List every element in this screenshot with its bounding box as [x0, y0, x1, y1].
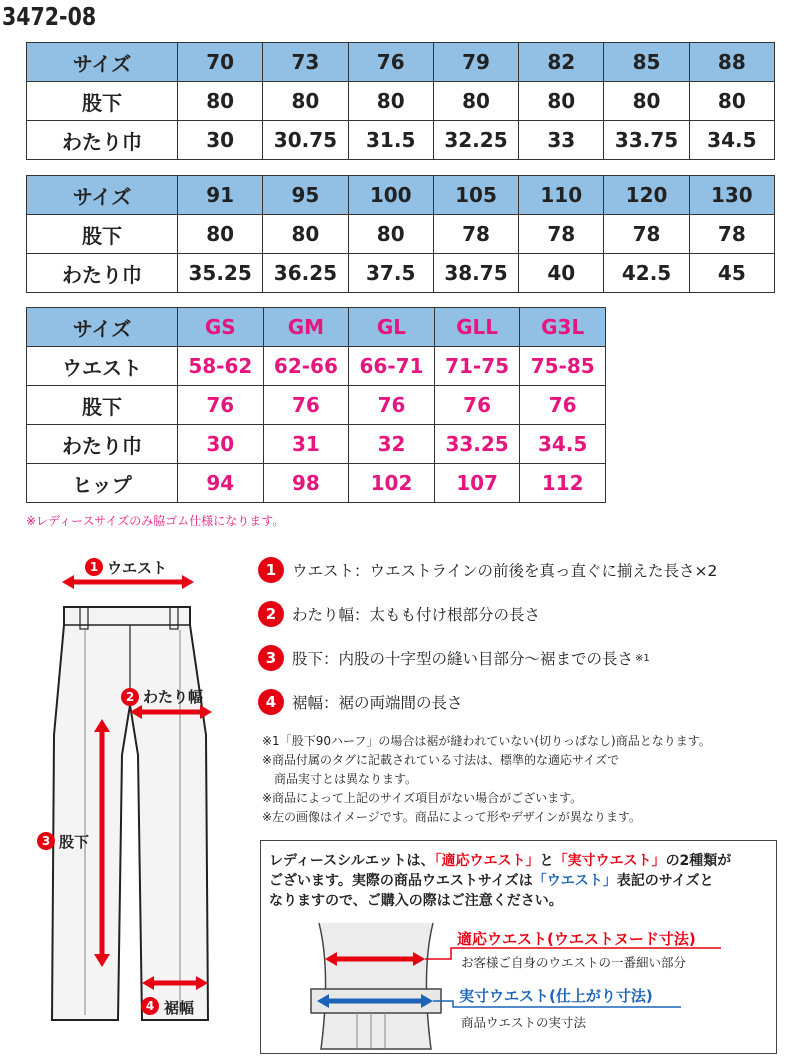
value-cell: 33.25	[434, 425, 520, 464]
value-cell: 36.25	[263, 254, 348, 293]
size-header-cell: 105	[433, 176, 518, 215]
row-label-cell: サイズ	[27, 308, 178, 347]
definition-hem: 4 裾幅：裾の両端間の長さ	[258, 680, 778, 724]
value-cell: 102	[349, 464, 435, 503]
note-line: ※左の画像はイメージです。商品によって形やデザインが異なります。	[262, 810, 641, 824]
value-cell: 78	[519, 215, 604, 254]
row-label-cell: 股下	[27, 82, 178, 121]
row-label-cell: サイズ	[27, 176, 178, 215]
value-cell: 62-66	[263, 347, 349, 386]
value-cell: 98	[263, 464, 349, 503]
definition-waist: 1 ウエスト：ウエストラインの前後を真っ直ぐに揃えた長さ×2	[258, 548, 778, 592]
value-cell: 80	[178, 82, 263, 121]
hem-label: 裾幅	[164, 999, 195, 1017]
row-label-cell: わたり巾	[27, 254, 178, 293]
value-cell: 37.5	[348, 254, 433, 293]
value-cell: 107	[434, 464, 520, 503]
value-cell: 80	[604, 82, 689, 121]
size-table-1	[26, 42, 775, 160]
table-row	[27, 347, 606, 386]
value-cell: 34.5	[520, 425, 606, 464]
actual-waist-title: 実寸ウエスト(仕上がり寸法)	[459, 987, 653, 1005]
value-cell: 78	[689, 215, 774, 254]
inseam-label: 股下	[59, 833, 90, 851]
size-header-cell: G3L	[520, 308, 606, 347]
table-header-row	[27, 308, 606, 347]
value-cell: 31	[263, 425, 349, 464]
size-header-cell: 120	[604, 176, 689, 215]
table-row	[27, 215, 775, 254]
size-header-cell: 85	[604, 43, 689, 82]
value-cell: 40	[519, 254, 604, 293]
value-cell: 112	[520, 464, 606, 503]
value-cell: 42.5	[604, 254, 689, 293]
num-2-text: 2	[125, 690, 135, 704]
size-header-cell: 73	[263, 43, 348, 82]
value-cell: 76	[520, 386, 606, 425]
size-header-cell: 110	[519, 176, 604, 215]
value-cell: 38.75	[433, 254, 518, 293]
size-header-cell: 79	[433, 43, 518, 82]
size-header-cell: 130	[689, 176, 774, 215]
note-line: 商品実寸とは異なります。	[262, 772, 418, 786]
value-cell: 80	[263, 82, 348, 121]
size-header-cell: GS	[178, 308, 264, 347]
row-label-cell: わたり巾	[27, 121, 178, 160]
value-cell: 34.5	[689, 121, 774, 160]
value-cell: 80	[178, 215, 263, 254]
pants-diagram	[30, 555, 250, 1025]
value-cell: 80	[263, 215, 348, 254]
row-label-cell: 股下	[27, 215, 178, 254]
row-label-cell: 股下	[27, 386, 178, 425]
note-line: ※商品によって上記のサイズ項目がない場合がございます。	[262, 791, 583, 805]
value-cell: 76	[263, 386, 349, 425]
value-cell: 78	[433, 215, 518, 254]
row-label-cell: サイズ	[27, 43, 178, 82]
value-cell: 80	[433, 82, 518, 121]
size-header-cell: 76	[348, 43, 433, 82]
product-code: 3472-08	[2, 2, 97, 31]
ladies-note: ※レディースサイズのみ脇ゴム仕様になります。	[26, 514, 285, 528]
table-row	[27, 464, 606, 503]
value-cell: 76	[434, 386, 520, 425]
row-label-cell: わたり巾	[27, 425, 178, 464]
size-header-cell: 88	[689, 43, 774, 82]
actual-waist-desc: 商品ウエストの実寸法	[461, 1015, 587, 1030]
value-cell: 75-85	[520, 347, 606, 386]
value-cell: 32	[349, 425, 435, 464]
value-cell: 32.25	[433, 121, 518, 160]
num-4-text: 4	[145, 999, 155, 1013]
value-cell: 58-62	[178, 347, 264, 386]
fit-waist-title: 適応ウエスト(ウエストヌード寸法)	[457, 930, 696, 948]
value-cell: 30.75	[263, 121, 348, 160]
waist-label: ウエスト	[107, 559, 168, 577]
table-row	[27, 121, 775, 160]
table-row	[27, 254, 775, 293]
value-cell: 66-71	[349, 347, 435, 386]
row-label-cell: ヒップ	[27, 464, 178, 503]
value-cell: 31.5	[348, 121, 433, 160]
value-cell: 33	[519, 121, 604, 160]
silhouette-box	[260, 840, 777, 1054]
notes	[262, 732, 782, 827]
table-header-row	[27, 43, 775, 82]
value-cell: 71-75	[434, 347, 520, 386]
size-header-cell: GLL	[434, 308, 520, 347]
size-table-2	[26, 175, 775, 293]
definitions	[258, 548, 778, 724]
value-cell: 76	[349, 386, 435, 425]
size-header-cell: GL	[349, 308, 435, 347]
table-row	[27, 386, 606, 425]
value-cell: 45	[689, 254, 774, 293]
size-table-ladies	[26, 307, 606, 503]
value-cell: 78	[604, 215, 689, 254]
num-3-text: 3	[41, 834, 51, 848]
size-header-cell: 82	[519, 43, 604, 82]
definition-inseam: 3 股下：内股の十字型の縫い目部分〜裾までの長さ ※1	[258, 636, 778, 680]
table-header-row	[27, 176, 775, 215]
size-header-cell: 70	[178, 43, 263, 82]
thigh-label: わたり幅	[143, 688, 204, 706]
table-row	[27, 425, 606, 464]
note-line: ※1「股下90ハーフ」の場合は裾が縫われていない(切りっぱなし)商品となります。	[262, 734, 711, 748]
value-cell: 80	[348, 215, 433, 254]
value-cell: 35.25	[178, 254, 263, 293]
definition-thigh: 2 わたり幅：太もも付け根部分の長さ	[258, 592, 778, 636]
torso-outline	[319, 923, 433, 1049]
waist-diagram	[261, 911, 773, 1051]
size-header-cell: 91	[178, 176, 263, 215]
fit-waist-desc: お客様ご自身のウエストの一番細い部分	[461, 955, 687, 970]
size-header-cell: GM	[263, 308, 349, 347]
value-cell: 76	[178, 386, 264, 425]
value-cell: 80	[689, 82, 774, 121]
value-cell: 30	[178, 121, 263, 160]
value-cell: 30	[178, 425, 264, 464]
value-cell: 94	[178, 464, 264, 503]
size-header-cell: 95	[263, 176, 348, 215]
value-cell: 33.75	[604, 121, 689, 160]
size-header-cell: 100	[348, 176, 433, 215]
note-line: ※商品付属のタグに記載されている寸法は、標準的な適応サイズで	[262, 753, 620, 767]
silhouette-text: レディースシルエットは、「適応ウエスト」と「実寸ウエスト」の2種類が ございます。実際の商品ウエストサイズは「ウエスト」表記のサイズと なりますので、ご購入の際はご注意ください。	[269, 853, 732, 909]
table-row	[27, 82, 775, 121]
value-cell: 80	[519, 82, 604, 121]
num-1-text: 1	[89, 560, 99, 574]
row-label-cell: ウエスト	[27, 347, 178, 386]
value-cell: 80	[348, 82, 433, 121]
